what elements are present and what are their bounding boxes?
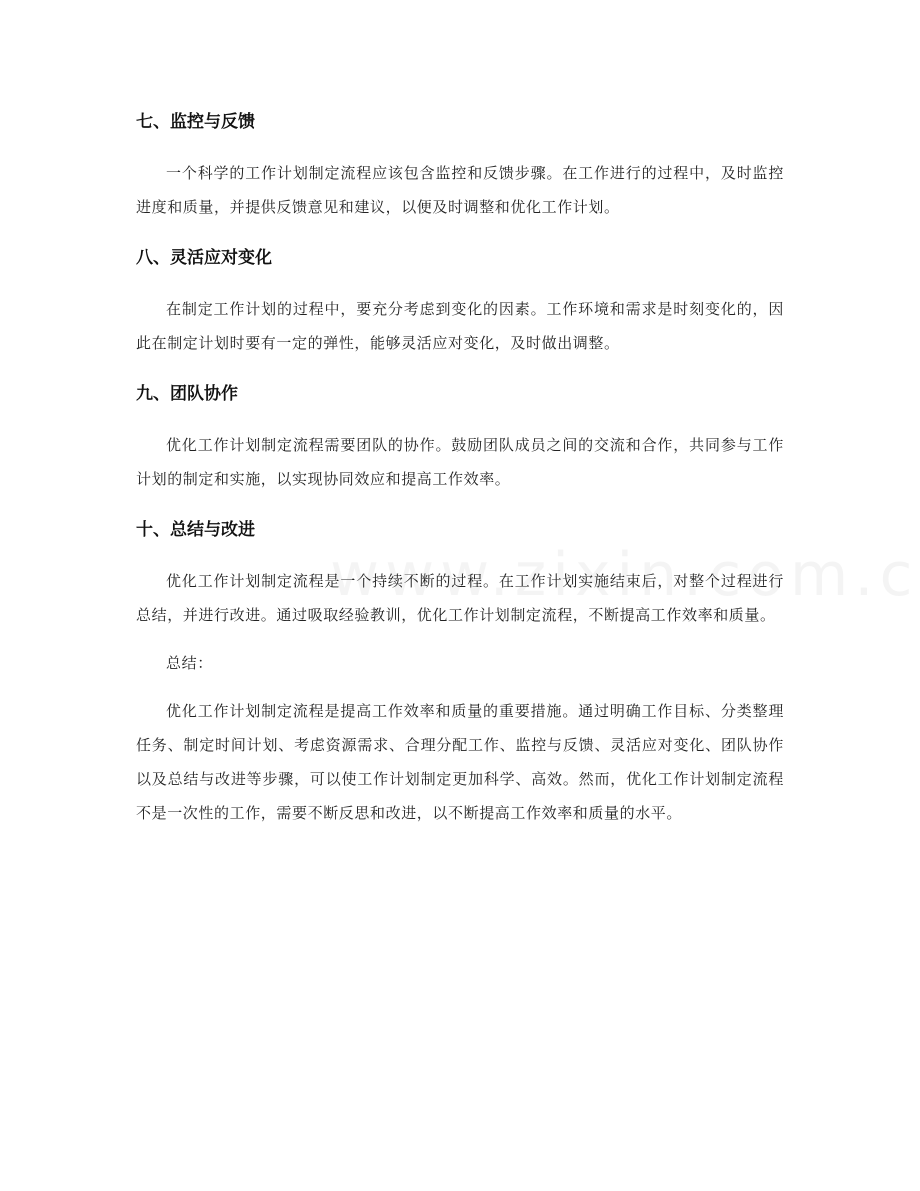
section-teamwork	[136, 374, 784, 510]
section-monitoring	[136, 102, 784, 238]
summary-section	[136, 646, 784, 830]
summary-paragraph: 优化工作计划制定流程是提高工作效率和质量的重要措施。通过明确工作目标、分类整理任务、制定时间计划、考虑资源需求、合理分配工作、监控与反馈、灵活应对变化、团队协作以及总结与改进等步骤，可以使工作计划制定更加科学、高效。然而，优化工作计划制定流程不是一次性的工作，需要不断反思和改进，以不断提高工作效率和质量的水平。	[136, 702, 784, 822]
section-heading: 九、团队协作	[136, 384, 238, 404]
section-heading: 八、灵活应对变化	[136, 248, 272, 268]
section-heading: 十、总结与改进	[136, 520, 255, 540]
section-improvement	[136, 510, 784, 646]
section-paragraph: 优化工作计划制定流程是一个持续不断的过程。在工作计划实施结束后，对整个过程进行总结，并进行改进。通过吸取经验教训，优化工作计划制定流程，不断提高工作效率和质量。	[136, 572, 784, 624]
section-paragraph: 优化工作计划制定流程需要团队的协作。鼓励团队成员之间的交流和合作，共同参与工作计划的制定和实施，以实现协同效应和提高工作效率。	[136, 436, 784, 488]
section-paragraph: 在制定工作计划的过程中，要充分考虑到变化的因素。工作环境和需求是时刻变化的，因此在制定计划时要有一定的弹性，能够灵活应对变化，及时做出调整。	[136, 300, 784, 352]
summary-label: 总结：	[166, 654, 213, 672]
section-paragraph: 一个科学的工作计划制定流程应该包含监控和反馈步骤。在工作进行的过程中，及时监控进度和质量，并提供反馈意见和建议，以便及时调整和优化工作计划。	[136, 164, 784, 216]
document-body	[136, 102, 784, 830]
section-flexibility	[136, 238, 784, 374]
section-heading: 七、监控与反馈	[136, 112, 255, 132]
